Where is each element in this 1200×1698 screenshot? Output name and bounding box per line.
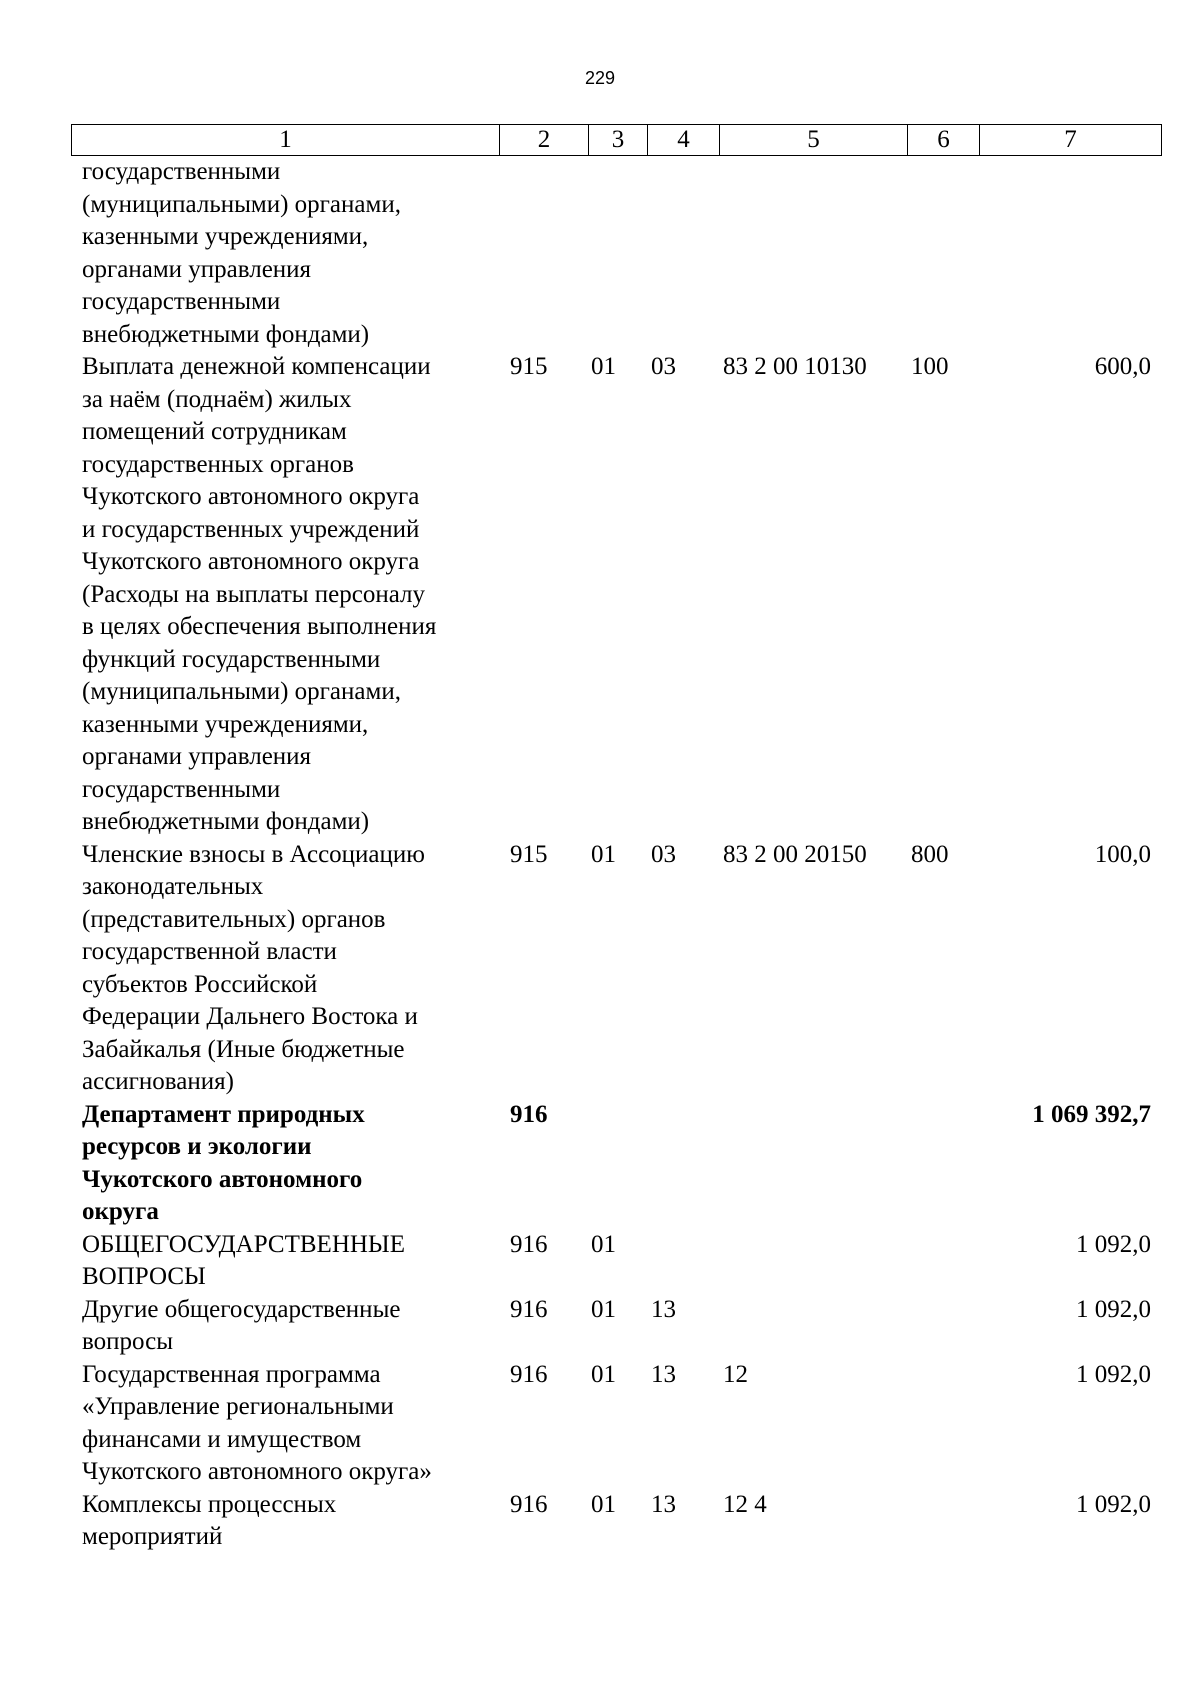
description-line: Забайкалья (Иные бюджетные (82, 1035, 405, 1063)
row-description (0, 156, 510, 351)
section-code (591, 1099, 651, 1229)
amount (1001, 156, 1151, 351)
section-code: 01 (591, 1490, 616, 1518)
table-row (0, 1229, 1200, 1294)
description-line: Чукотского автономного округа (82, 483, 420, 510)
description-line: Чукотского автономного округа (82, 548, 420, 575)
section-code (591, 156, 651, 351)
table-row (0, 351, 1200, 839)
description-line: «Управление региональными (82, 1393, 394, 1420)
target-article-code: 83 2 00 10130 (723, 353, 867, 380)
description-line: законодательных (82, 873, 264, 900)
subsection-code: 13 (651, 1490, 676, 1518)
ministry-code: 916 (510, 1295, 548, 1323)
target-article-code: 12 (723, 1360, 748, 1388)
section-code: 01 (591, 1230, 616, 1258)
description-line: государственной власти (82, 938, 337, 965)
description-line: внебюджетными фондами) (82, 808, 370, 835)
description-line: функций государственными (82, 645, 381, 673)
ministry-code (510, 156, 591, 351)
target-article-code: 12 4 (723, 1490, 767, 1518)
description-line: в целях обеспечения выполнения (82, 613, 437, 640)
description-line: Комплексы процессных (82, 1490, 337, 1518)
description-line: органами управления (82, 255, 312, 283)
row-description (0, 1294, 510, 1359)
table-row (0, 1294, 1200, 1359)
description-line: вопросы (82, 1328, 174, 1355)
description-line: Чукотского автономного (82, 1165, 363, 1193)
target-article-code (723, 1294, 911, 1359)
expense-type-code (911, 1359, 1001, 1489)
row-description (0, 1489, 510, 1554)
row-description (0, 1099, 510, 1229)
description-line: государственных органов (82, 450, 354, 478)
amount: 1 092,0 (1076, 1230, 1151, 1258)
table-row (0, 1099, 1200, 1229)
subsection-code: 13 (651, 1360, 676, 1388)
description-line: (муниципальными) органами, (82, 678, 401, 705)
row-description (0, 1229, 510, 1294)
ministry-code: 916 (510, 1100, 548, 1128)
section-code: 01 (591, 1360, 616, 1388)
column-header-7: 7 (980, 125, 1162, 156)
description-line: (представительных) органов (82, 905, 386, 933)
description-line: субъектов Российской (82, 970, 318, 998)
amount: 600,0 (1094, 353, 1151, 380)
budget-table-body (0, 156, 1200, 1554)
column-header-6: 6 (908, 125, 980, 156)
subsection-code: 03 (651, 840, 676, 868)
subsection-code (651, 1099, 723, 1229)
amount: 1 092,0 (1076, 1360, 1151, 1388)
expense-type-code: 100 (911, 353, 949, 380)
expense-type-code (911, 1099, 1001, 1229)
description-line: за наём (поднаём) жилых (82, 385, 352, 413)
row-description (0, 1359, 510, 1489)
subsection-code (651, 1229, 723, 1294)
ministry-code: 916 (510, 1230, 548, 1258)
description-line: казенными учреждениями, (82, 710, 369, 738)
expense-type-code (911, 1489, 1001, 1554)
description-line: Государственная программа (82, 1360, 381, 1388)
ministry-code: 915 (510, 840, 548, 868)
subsection-code: 13 (651, 1295, 676, 1323)
table-row (0, 1359, 1200, 1489)
expense-type-code (911, 1294, 1001, 1359)
description-line: внебюджетными фондами) (82, 320, 370, 348)
description-line: государственными (82, 775, 281, 803)
table-row (0, 839, 1200, 1099)
amount: 1 092,0 (1076, 1490, 1151, 1518)
target-article-code (723, 1099, 911, 1229)
ministry-code: 916 (510, 1360, 548, 1388)
expense-type-code (911, 156, 1001, 351)
column-header-2: 2 (500, 125, 589, 156)
column-header-table (71, 124, 1162, 156)
subsection-code: 03 (651, 353, 676, 380)
description-line: помещений сотрудникам (82, 418, 347, 445)
description-line: ВОПРОСЫ (82, 1263, 206, 1290)
amount: 1 092,0 (1076, 1295, 1151, 1323)
description-line: (Расходы на выплаты персоналу (82, 580, 426, 608)
description-line: органами управления (82, 743, 312, 770)
description-line: округа (82, 1198, 159, 1225)
target-article-code: 83 2 00 20150 (723, 840, 867, 868)
description-line: ресурсов и экологии (82, 1133, 312, 1160)
table-row (0, 1489, 1200, 1554)
description-line: Другие общегосударственные (82, 1295, 401, 1323)
subsection-code (651, 156, 723, 351)
description-line: Департамент природных (82, 1100, 365, 1128)
column-header-5: 5 (720, 125, 908, 156)
ministry-code: 915 (510, 353, 548, 380)
description-line: (муниципальными) органами, (82, 190, 401, 218)
description-line: финансами и имуществом (82, 1425, 362, 1453)
description-line: Федерации Дальнего Востока и (82, 1003, 418, 1030)
amount: 1 069 392,7 (1032, 1100, 1151, 1128)
section-code: 01 (591, 353, 616, 380)
section-code: 01 (591, 840, 616, 868)
description-line: казенными учреждениями, (82, 223, 369, 250)
page-number: 229 (584, 68, 616, 88)
description-line: ОБЩЕГОСУДАРСТВЕННЫЕ (82, 1230, 405, 1258)
description-line: Чукотского автономного округа» (82, 1458, 432, 1485)
description-line: ассигнования) (82, 1068, 234, 1095)
table-row (0, 156, 1200, 351)
ministry-code: 916 (510, 1490, 548, 1518)
description-line: государственными (82, 288, 281, 315)
column-header-1: 1 (72, 125, 500, 156)
row-description (0, 839, 510, 1099)
row-description (0, 351, 510, 839)
amount: 100,0 (1094, 840, 1151, 868)
expense-type-code (911, 1229, 1001, 1294)
target-article-code (723, 1229, 911, 1294)
column-header-row (72, 125, 1162, 156)
description-line: мероприятий (82, 1523, 223, 1550)
expense-type-code: 800 (911, 840, 949, 868)
column-header-4: 4 (648, 125, 720, 156)
description-line: и государственных учреждений (82, 515, 420, 543)
section-code: 01 (591, 1295, 616, 1323)
description-line: государственными (82, 158, 281, 185)
description-line: Выплата денежной компенсации (82, 353, 431, 380)
column-header-3: 3 (589, 125, 648, 156)
description-line: Членские взносы в Ассоциацию (82, 840, 425, 868)
target-article-code (723, 156, 911, 351)
